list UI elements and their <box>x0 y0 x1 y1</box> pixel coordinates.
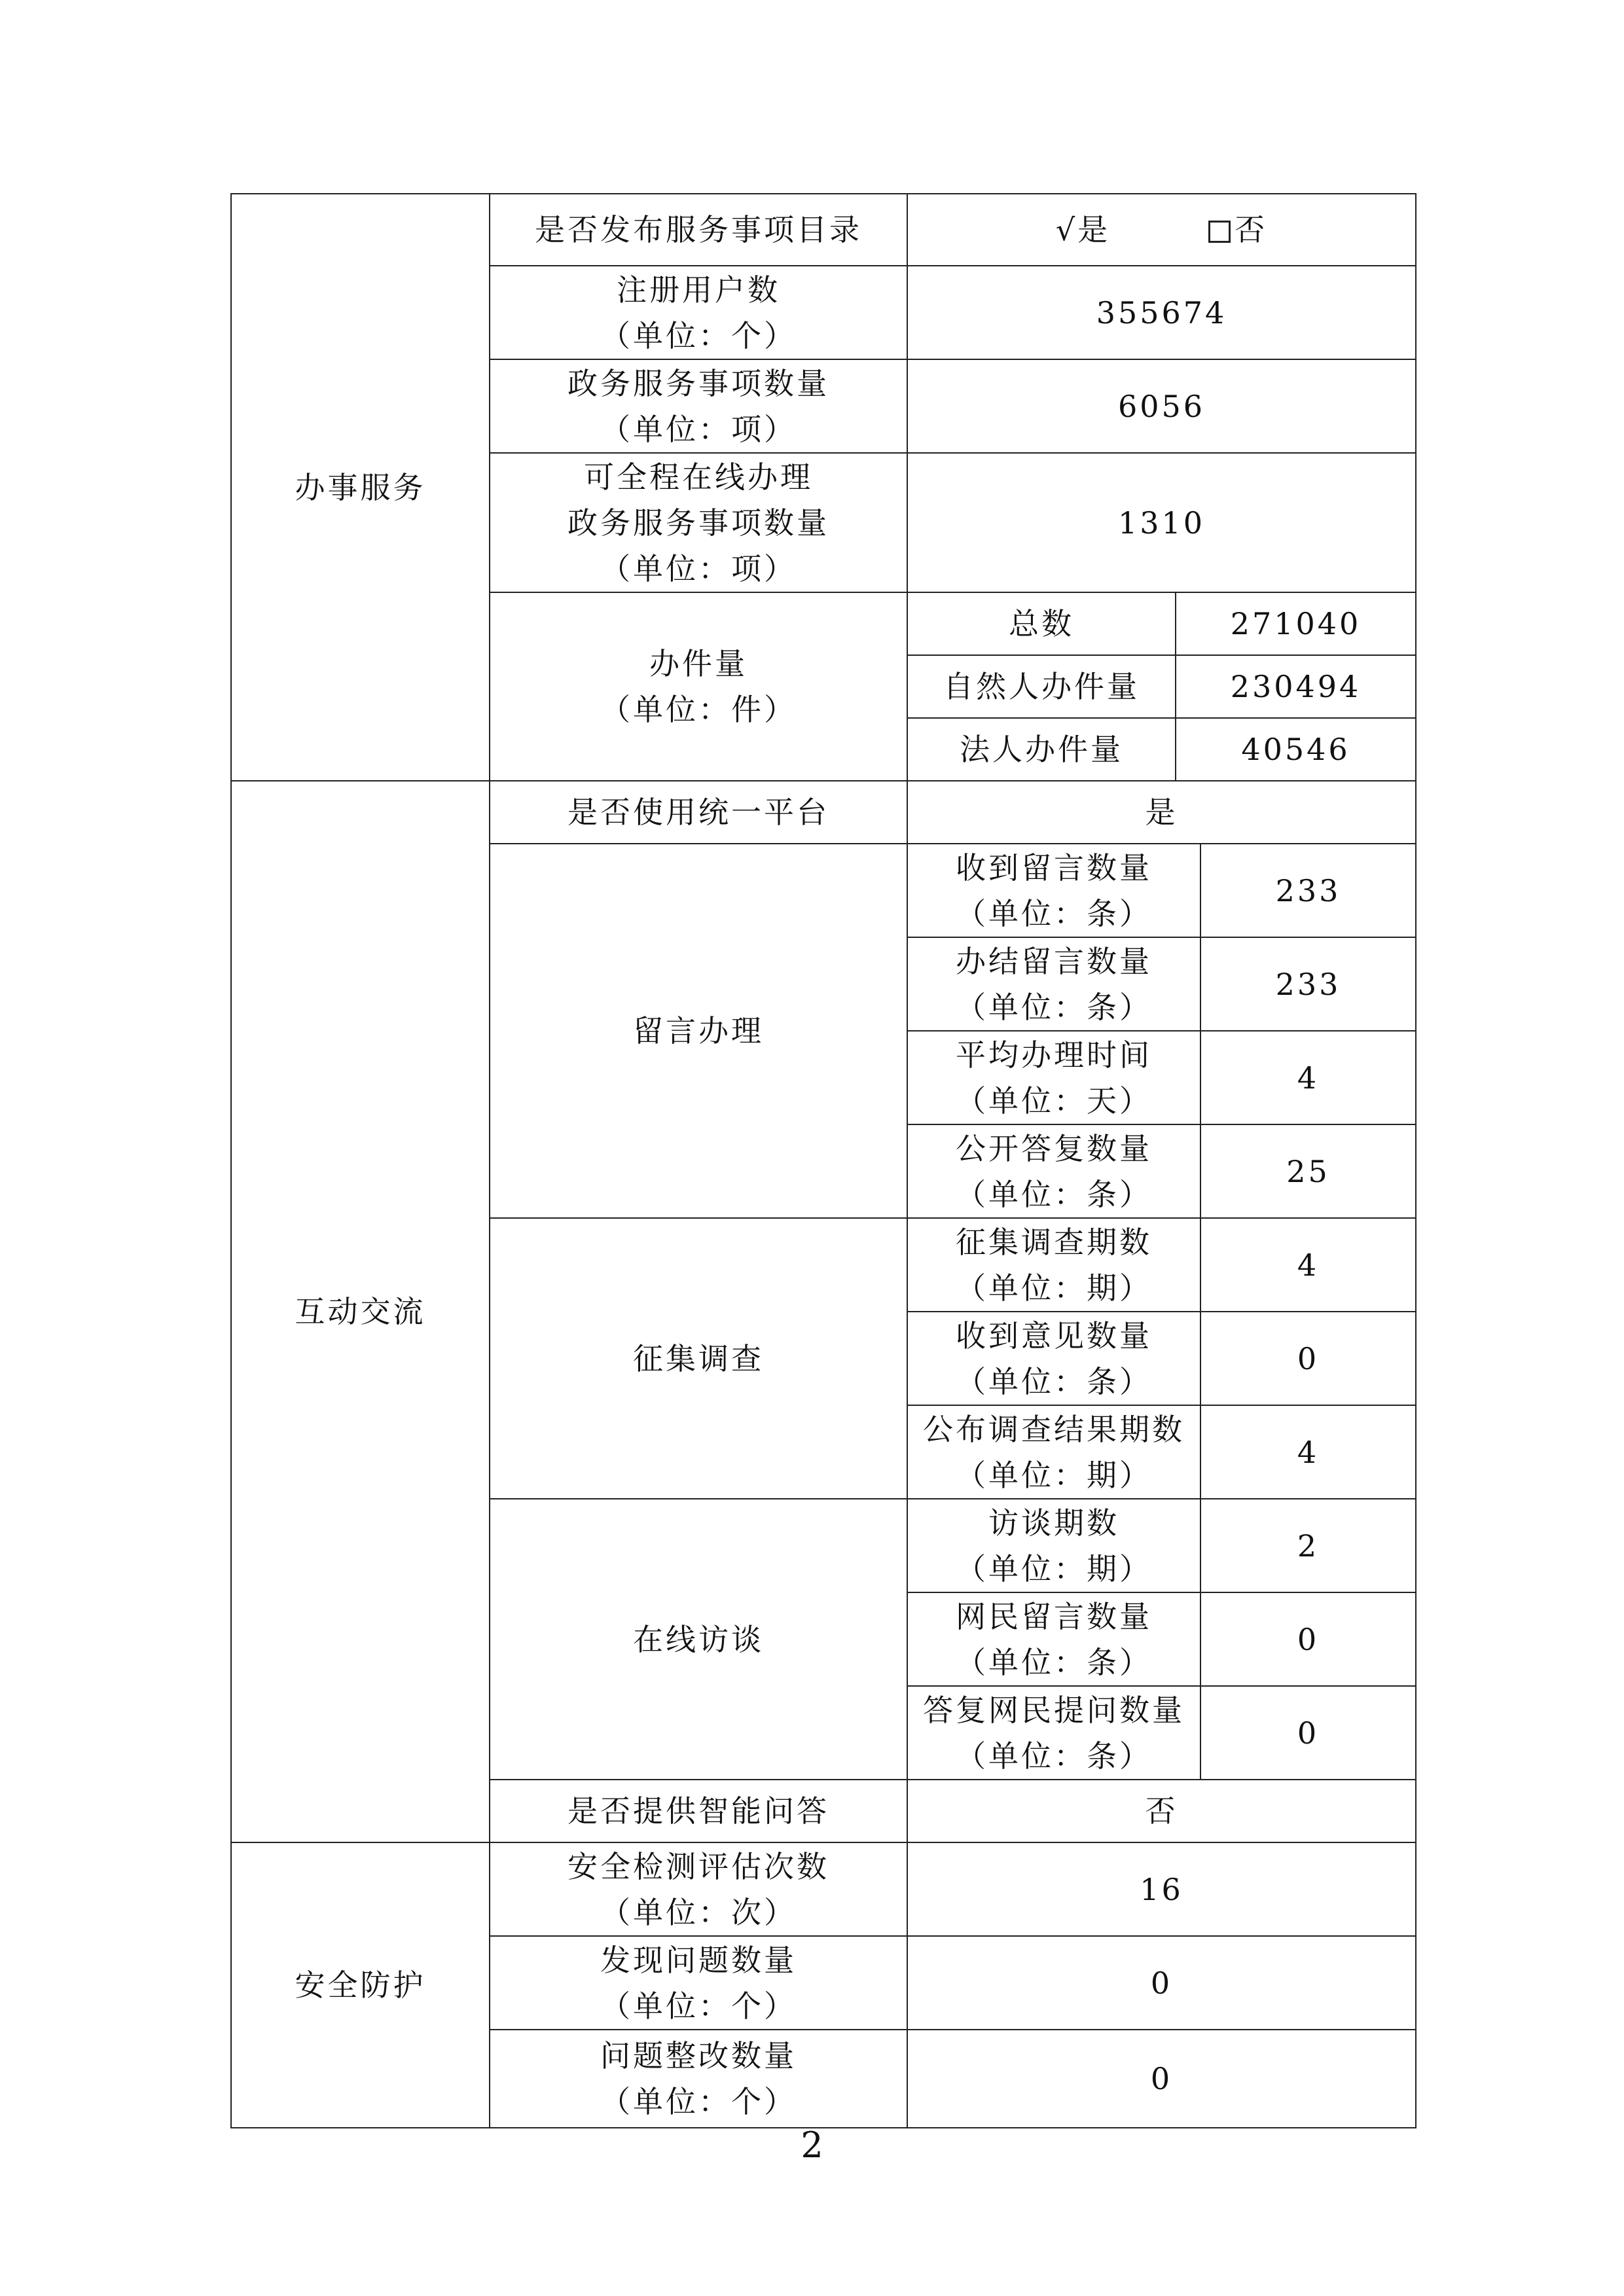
survey-sub-label <box>907 1312 1200 1405</box>
option-yes-label: 是 <box>1077 212 1111 247</box>
cases-sub-label: 总数 <box>907 592 1176 655</box>
row-label-service-items <box>490 359 907 453</box>
unit-text: （单位：期） <box>956 1551 1152 1587</box>
row-label-unified-platform: 是否使用统一平台 <box>490 781 907 844</box>
unit-text: （单位：期） <box>956 1457 1152 1493</box>
unit-text: （单位：个） <box>600 2084 797 2119</box>
cases-sub-value: 230494 <box>1176 655 1416 718</box>
label-text: 办结留言数量 <box>956 943 1152 979</box>
label-text: 办件量 <box>649 646 748 681</box>
label-text: 征集调查期数 <box>956 1224 1152 1260</box>
unit-text: （单位：条） <box>956 989 1152 1025</box>
label-text: 安全检测评估次数 <box>568 1848 829 1884</box>
row-label-security <box>490 1936 907 2030</box>
value-service-items: 6056 <box>907 359 1416 453</box>
label-text: 收到意见数量 <box>956 1318 1152 1354</box>
label-text: 政务服务事项数量 <box>568 505 829 541</box>
messages-sub-label <box>907 1031 1200 1124</box>
survey-sub-value: 0 <box>1200 1312 1416 1405</box>
section-title-office: 办事服务 <box>231 194 490 781</box>
label-text: 政务服务事项数量 <box>568 365 829 401</box>
label-text: 访谈期数 <box>988 1505 1119 1541</box>
survey-sub-label <box>907 1405 1200 1499</box>
label-text: 公布调查结果期数 <box>923 1411 1185 1447</box>
page-number: 2 <box>801 2125 823 2166</box>
value-registered-users: 355674 <box>907 266 1416 359</box>
statistics-table <box>230 193 1416 2128</box>
value-smart-qa: 否 <box>907 1780 1416 1842</box>
unit-text: （单位：条） <box>956 1644 1152 1680</box>
unit-text: （单位：期） <box>956 1270 1152 1306</box>
table-row <box>231 194 1416 266</box>
section-title-security: 安全防护 <box>231 1842 490 2128</box>
row-label-online-items <box>490 453 907 592</box>
survey-sub-label <box>907 1218 1200 1312</box>
interview-sub-label <box>907 1592 1200 1686</box>
value-security: 0 <box>907 1936 1416 2030</box>
row-label-security <box>490 2030 907 2128</box>
cases-sub-value: 271040 <box>1176 592 1416 655</box>
interview-sub-value: 0 <box>1200 1686 1416 1780</box>
survey-sub-value: 4 <box>1200 1218 1416 1312</box>
value-security: 0 <box>907 2030 1416 2128</box>
unit-text: （单位：次） <box>600 1894 797 1930</box>
messages-sub-label <box>907 937 1200 1031</box>
table-row <box>231 781 1416 844</box>
interview-sub-value: 2 <box>1200 1499 1416 1592</box>
checkbox-empty-icon <box>1208 221 1231 243</box>
label-text: 发现问题数量 <box>600 1942 797 1978</box>
cases-sub-label: 法人办件量 <box>907 718 1176 781</box>
value-unified-platform: 是 <box>907 781 1416 844</box>
messages-sub-value: 25 <box>1200 1124 1416 1218</box>
unit-text: （单位：天） <box>956 1083 1152 1119</box>
value-online-items: 1310 <box>907 453 1416 592</box>
interview-sub-label <box>907 1686 1200 1780</box>
unit-text: （单位：件） <box>600 692 797 727</box>
unit-text: （单位：条） <box>956 1176 1152 1212</box>
row-label-interview: 在线访谈 <box>490 1499 907 1780</box>
interview-sub-label <box>907 1499 1200 1592</box>
option-no-label: 否 <box>1235 212 1268 247</box>
unit-text: （单位：条） <box>956 1363 1152 1399</box>
messages-sub-value: 233 <box>1200 937 1416 1031</box>
section-title-interaction: 互动交流 <box>231 781 490 1842</box>
messages-sub-value: 233 <box>1200 844 1416 937</box>
value-security: 16 <box>907 1842 1416 1936</box>
publish-catalog-choice <box>907 194 1416 266</box>
label-text: 注册用户数 <box>617 272 780 308</box>
cases-sub-label: 自然人办件量 <box>907 655 1176 718</box>
unit-text: （单位：项） <box>600 411 797 447</box>
row-label-security <box>490 1842 907 1936</box>
row-label-publish-catalog: 是否发布服务事项目录 <box>490 194 907 266</box>
row-label-smart-qa: 是否提供智能问答 <box>490 1780 907 1842</box>
row-label-cases <box>490 592 907 781</box>
interview-sub-value: 0 <box>1200 1592 1416 1686</box>
label-text: 问题整改数量 <box>600 2038 797 2073</box>
table-row <box>231 1842 1416 1936</box>
unit-text: （单位：个） <box>600 1988 797 2024</box>
label-text: 公开答复数量 <box>956 1130 1152 1166</box>
label-text: 收到留言数量 <box>956 850 1152 886</box>
survey-sub-value: 4 <box>1200 1405 1416 1499</box>
row-label-registered-users <box>490 266 907 359</box>
unit-text: （单位：条） <box>956 1738 1152 1774</box>
messages-sub-label <box>907 1124 1200 1218</box>
cases-sub-value: 40546 <box>1176 718 1416 781</box>
label-text: 可全程在线办理 <box>584 459 813 495</box>
unit-text: （单位：条） <box>956 895 1152 931</box>
messages-sub-label <box>907 844 1200 937</box>
messages-sub-value: 4 <box>1200 1031 1416 1124</box>
label-text: 答复网民提问数量 <box>923 1692 1185 1728</box>
unit-text: （单位：个） <box>600 317 797 353</box>
row-label-messages: 留言办理 <box>490 844 907 1218</box>
unit-text: （单位：项） <box>600 550 797 586</box>
label-text: 网民留言数量 <box>956 1598 1152 1634</box>
check-mark-icon: √ <box>1055 212 1078 247</box>
row-label-survey: 征集调查 <box>490 1218 907 1499</box>
label-text: 平均办理时间 <box>956 1037 1152 1073</box>
